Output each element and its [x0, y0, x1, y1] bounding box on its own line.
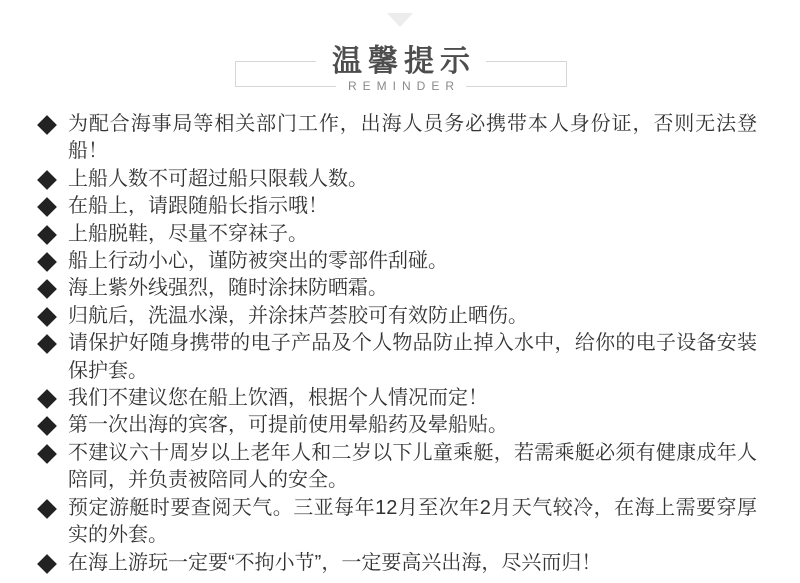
title-frame: [235, 45, 567, 93]
chevron-down-icon: [387, 13, 413, 27]
tip-text: 不建议六十周岁以上老年人和二岁以下儿童乘艇，若需乘艇必须有健康成年人陪同，并负责被陪同人的安全。: [68, 441, 757, 492]
diamond-bullet-icon: [37, 115, 57, 135]
tip-text: 归航后，洗温水澡，并涂抹芦荟胶可有效防止晒伤。: [68, 304, 528, 327]
tips-list: [38, 111, 757, 577]
tip-text: 预定游艇时要查阅天气。三亚每年12月至次年2月天气较冷，在海上需要穿厚实的外套。: [68, 496, 757, 547]
diamond-bullet-icon: [37, 389, 57, 409]
tip-text: 在海上游玩一定要“不拘小节”，一定要高兴出海，尽兴而归！: [68, 551, 602, 574]
diamond-bullet-icon: [37, 499, 57, 519]
tip-text: 上船脱鞋，尽量不穿袜子。: [68, 222, 308, 245]
page-subtitle: REMINDER: [336, 80, 466, 92]
list-item: [38, 385, 757, 412]
list-item: [38, 275, 757, 302]
diamond-bullet-icon: [37, 170, 57, 190]
tip-text: 第一次出海的宾客，可提前使用晕船药及晕船贴。: [68, 414, 508, 437]
diamond-bullet-icon: [37, 417, 57, 437]
list-item: [38, 550, 757, 577]
list-item: [38, 111, 757, 166]
list-item: [38, 248, 757, 275]
list-item: [38, 495, 757, 550]
list-item: [38, 330, 757, 385]
diamond-bullet-icon: [37, 444, 57, 464]
diamond-bullet-icon: [37, 252, 57, 272]
diamond-bullet-icon: [37, 334, 57, 354]
diamond-bullet-icon: [37, 280, 57, 300]
diamond-bullet-icon: [37, 554, 57, 574]
tip-text: 船上行动小心，谨防被突出的零部件刮碰。: [68, 250, 448, 273]
tip-text: 海上紫外线强烈，随时涂抹防晒霜。: [68, 277, 388, 300]
tip-text: 我们不建议您在船上饮酒，根据个人情况而定！: [68, 387, 488, 410]
tip-text: 为配合海事局等相关部门工作，出海人员务必携带本人身份证，否则无法登船！: [68, 113, 757, 163]
page-title: 温馨提示: [316, 47, 486, 77]
tip-text: 请保护好随身携带的电子产品及个人物品防止掉入水中，给你的电子设备安装保护套。: [68, 332, 757, 382]
list-item: [38, 440, 757, 495]
list-item: [38, 221, 757, 248]
diamond-bullet-icon: [37, 307, 57, 327]
tip-text: 上船人数不可超过船只限载人数。: [68, 167, 368, 190]
diamond-bullet-icon: [37, 225, 57, 245]
list-item: [38, 412, 757, 439]
list-item: [38, 166, 757, 193]
tip-text: 在船上，请跟随船长指示哦！: [68, 195, 328, 218]
list-item: [38, 303, 757, 330]
diamond-bullet-icon: [37, 197, 57, 217]
list-item: [38, 193, 757, 220]
